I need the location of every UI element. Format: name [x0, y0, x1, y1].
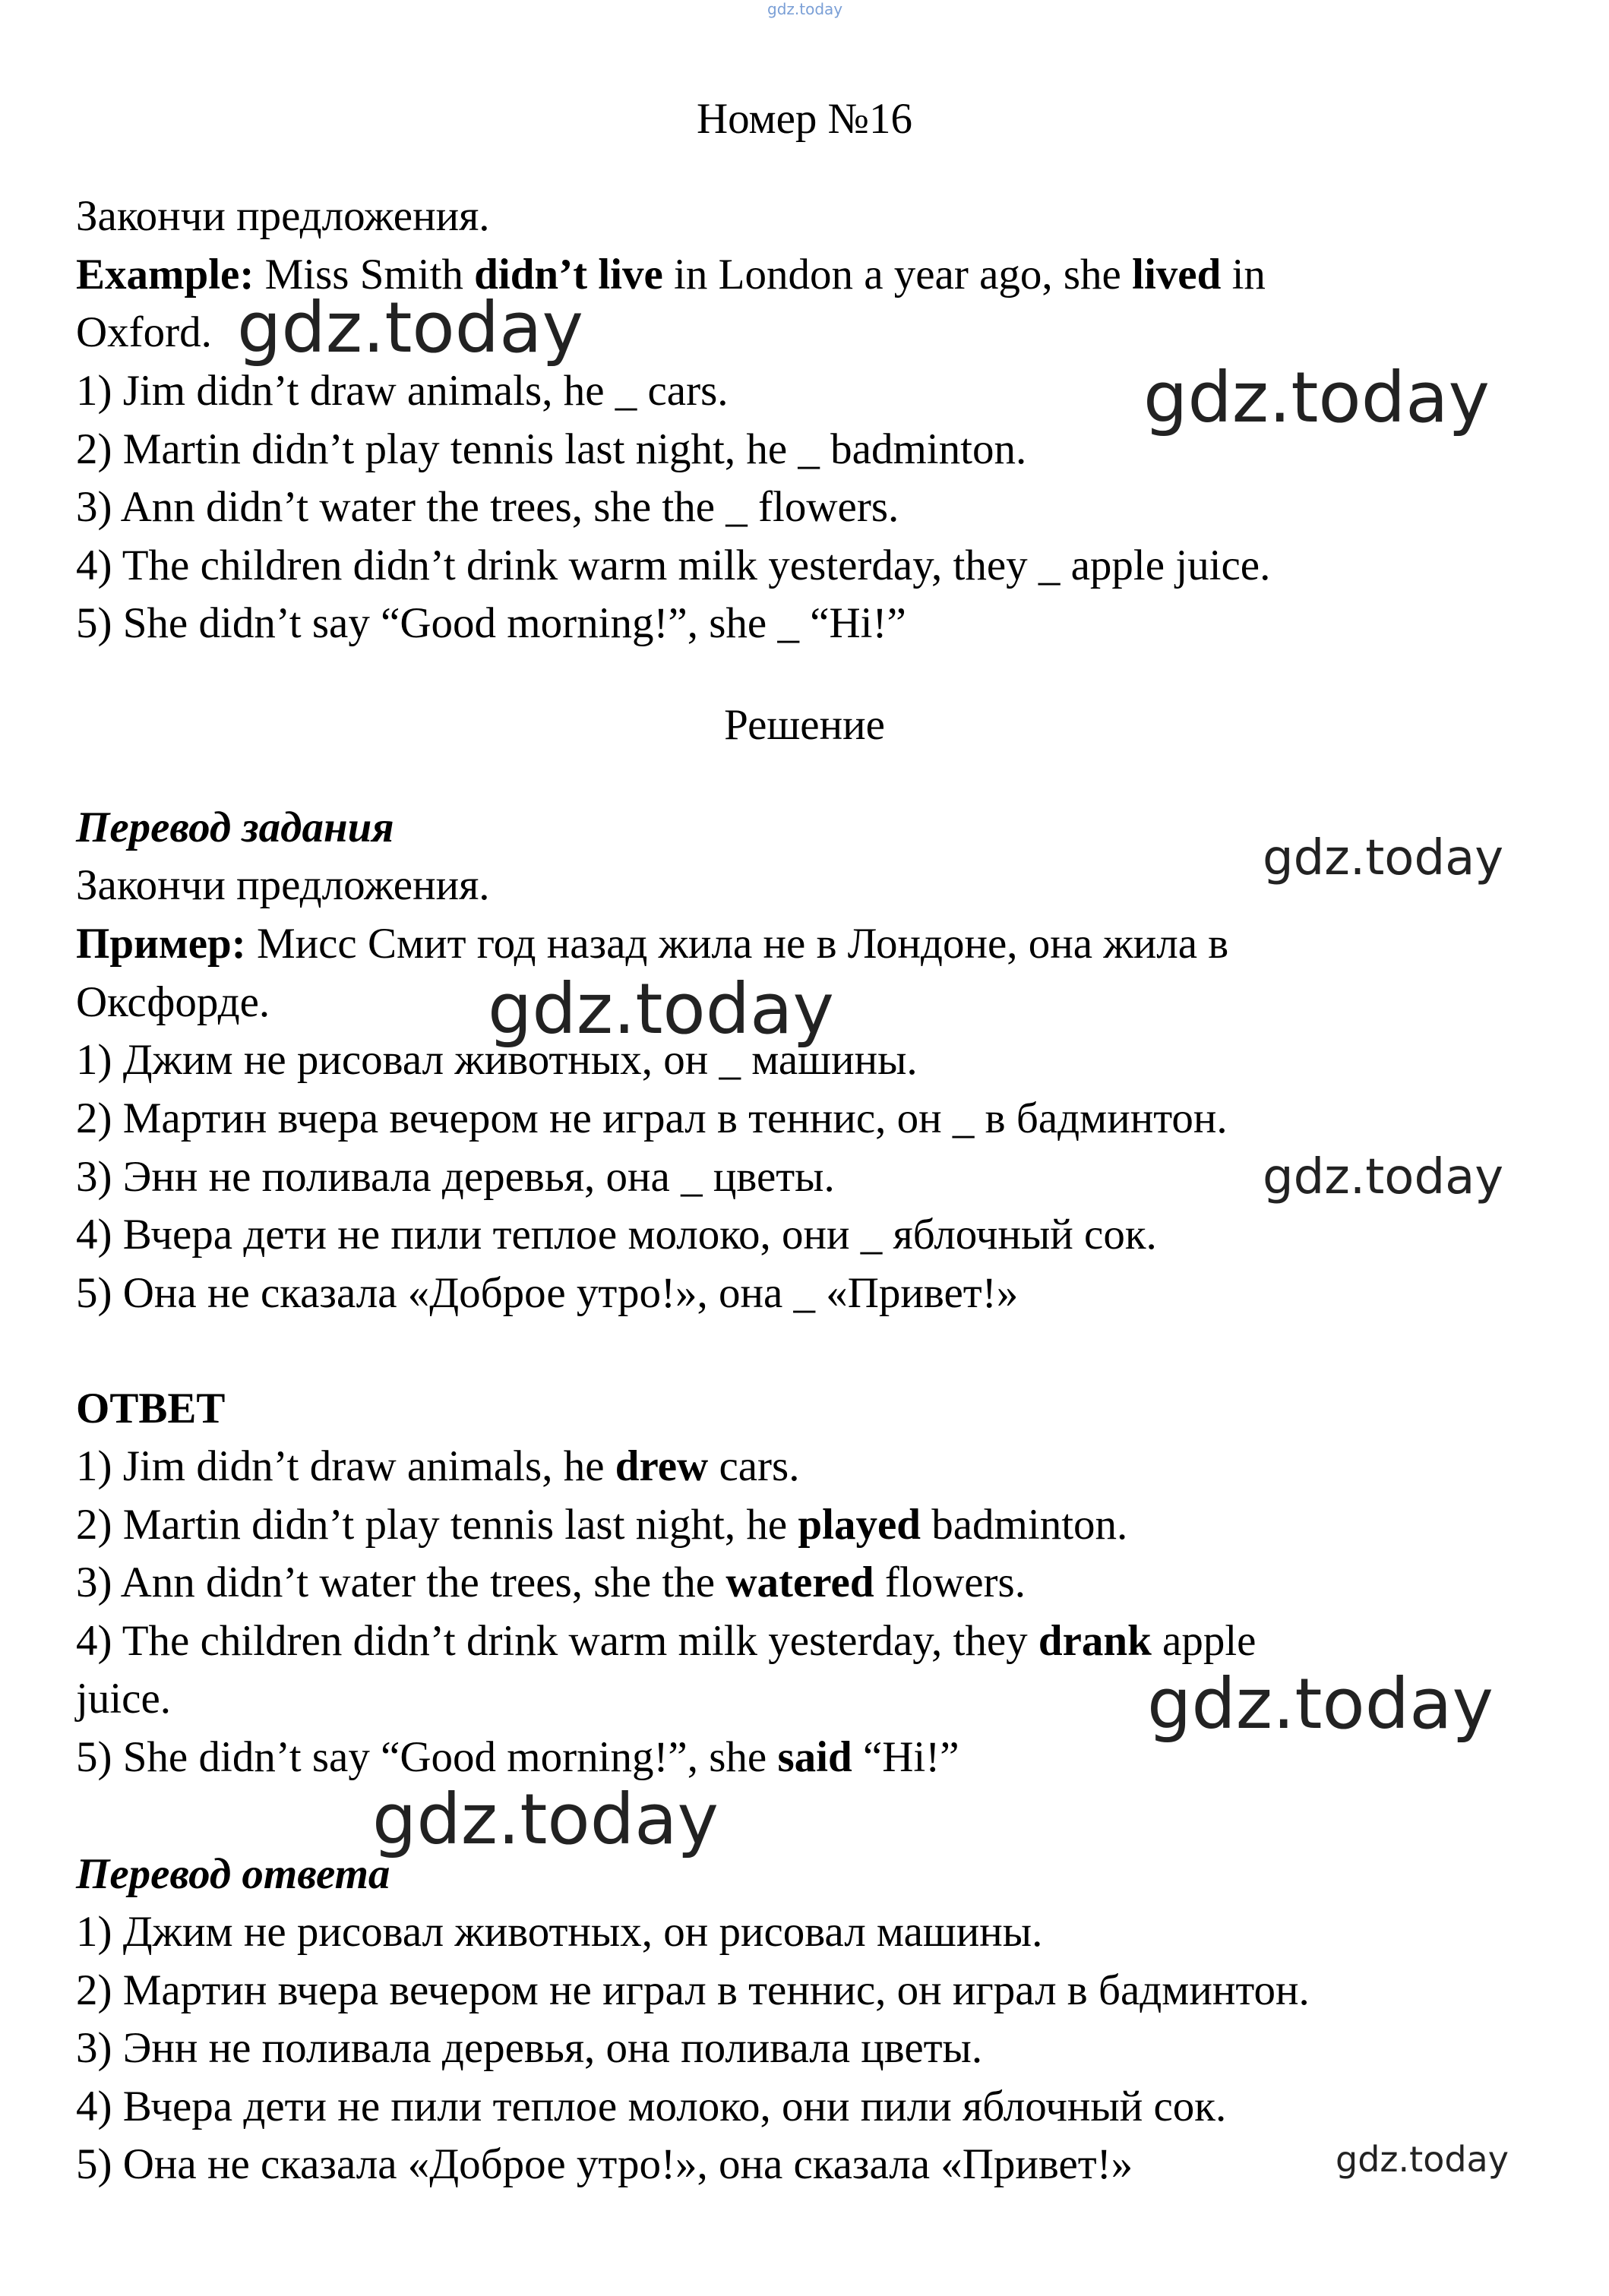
answer-translation-heading: Перевод ответа [76, 1850, 390, 1898]
watermark: gdz.today [488, 968, 834, 1050]
answer-translation-item: 5) Она не сказала «Доброе утро!», она сказала «Привет!» [76, 2140, 1133, 2188]
task-item: 1) Jim didn’t draw animals, he _ cars. [76, 367, 729, 415]
task-example: Example: Miss Smith didn’t live in London a year ago, she lived in [76, 251, 1266, 298]
watermark: gdz.today [1147, 1663, 1494, 1745]
watermark: gdz.today [372, 1779, 719, 1860]
answer-item: 2) Martin didn’t play tennis last night, he played badminton. [76, 1501, 1128, 1549]
answer-item: 1) Jim didn’t draw animals, he drew cars. [76, 1442, 800, 1490]
translation-item: 2) Мартин вчера вечером не играл в теннис, он _ в бадминтон. [76, 1094, 1228, 1142]
translation-item: 4) Вчера дети не пили теплое молоко, они _ яблочный сок. [76, 1211, 1157, 1259]
answer-item: 5) She didn’t say “Good morning!”, she said “Hi!” [76, 1733, 959, 1781]
translation-item: 1) Джим не рисовал животных, он _ машины. [76, 1036, 918, 1084]
task-translation-heading: Перевод задания [76, 804, 394, 851]
answer-translation-item: 3) Энн не поливала деревья, она поливала цветы. [76, 2024, 983, 2072]
answer-item: 3) Ann didn’t water the trees, she the watered flowers. [76, 1559, 1026, 1606]
top-watermark: gdz.today [767, 0, 843, 18]
watermark: gdz.today [1263, 1149, 1504, 1205]
task-instruction: Закончи предложения. [76, 192, 490, 240]
translation-instruction: Закончи предложения. [76, 861, 490, 909]
example-label: Пример: [76, 920, 246, 968]
task-item: 3) Ann didn’t water the trees, she the _ flowers. [76, 483, 899, 531]
translation-item: 5) Она не сказала «Доброе утро!», она _ «Привет!» [76, 1269, 1019, 1317]
answer-translation-item: 4) Вчера дети не пили теплое молоко, они пили яблочный сок. [76, 2083, 1227, 2130]
translation-item: 3) Энн не поливала деревья, она _ цветы. [76, 1153, 835, 1201]
answer-heading: ОТВЕТ [76, 1385, 226, 1432]
example-label: Example: [76, 251, 254, 298]
solution-heading: Решение [724, 701, 885, 749]
answer-translation-item: 1) Джим не рисовал животных, он рисовал машины. [76, 1908, 1043, 1956]
watermark: gdz.today [237, 287, 583, 368]
watermark: gdz.today [1336, 2139, 1509, 2180]
answer-item: 4) The children didn’t drink warm milk yesterday, they drank apple [76, 1617, 1257, 1665]
answer-translation-item: 2) Мартин вчера вечером не играл в теннис, он играл в бадминтон. [76, 1966, 1310, 2014]
task-item: 5) She didn’t say “Good morning!”, she _ “Hi!” [76, 599, 906, 647]
task-item: 2) Martin didn’t play tennis last night, he _ badminton. [76, 425, 1027, 473]
answer-item-cont: juice. [76, 1675, 172, 1723]
translation-example-cont: Оксфорде. [76, 978, 270, 1026]
task-example-cont: Oxford. [76, 308, 212, 356]
page-title: Номер №16 [696, 95, 913, 143]
task-item: 4) The children didn’t drink warm milk yesterday, they _ apple juice. [76, 542, 1271, 589]
watermark: gdz.today [1263, 830, 1504, 886]
watermark: gdz.today [1143, 357, 1490, 438]
translation-example: Пример: Мисс Смит год назад жила не в Лондоне, она жила в [76, 920, 1229, 968]
